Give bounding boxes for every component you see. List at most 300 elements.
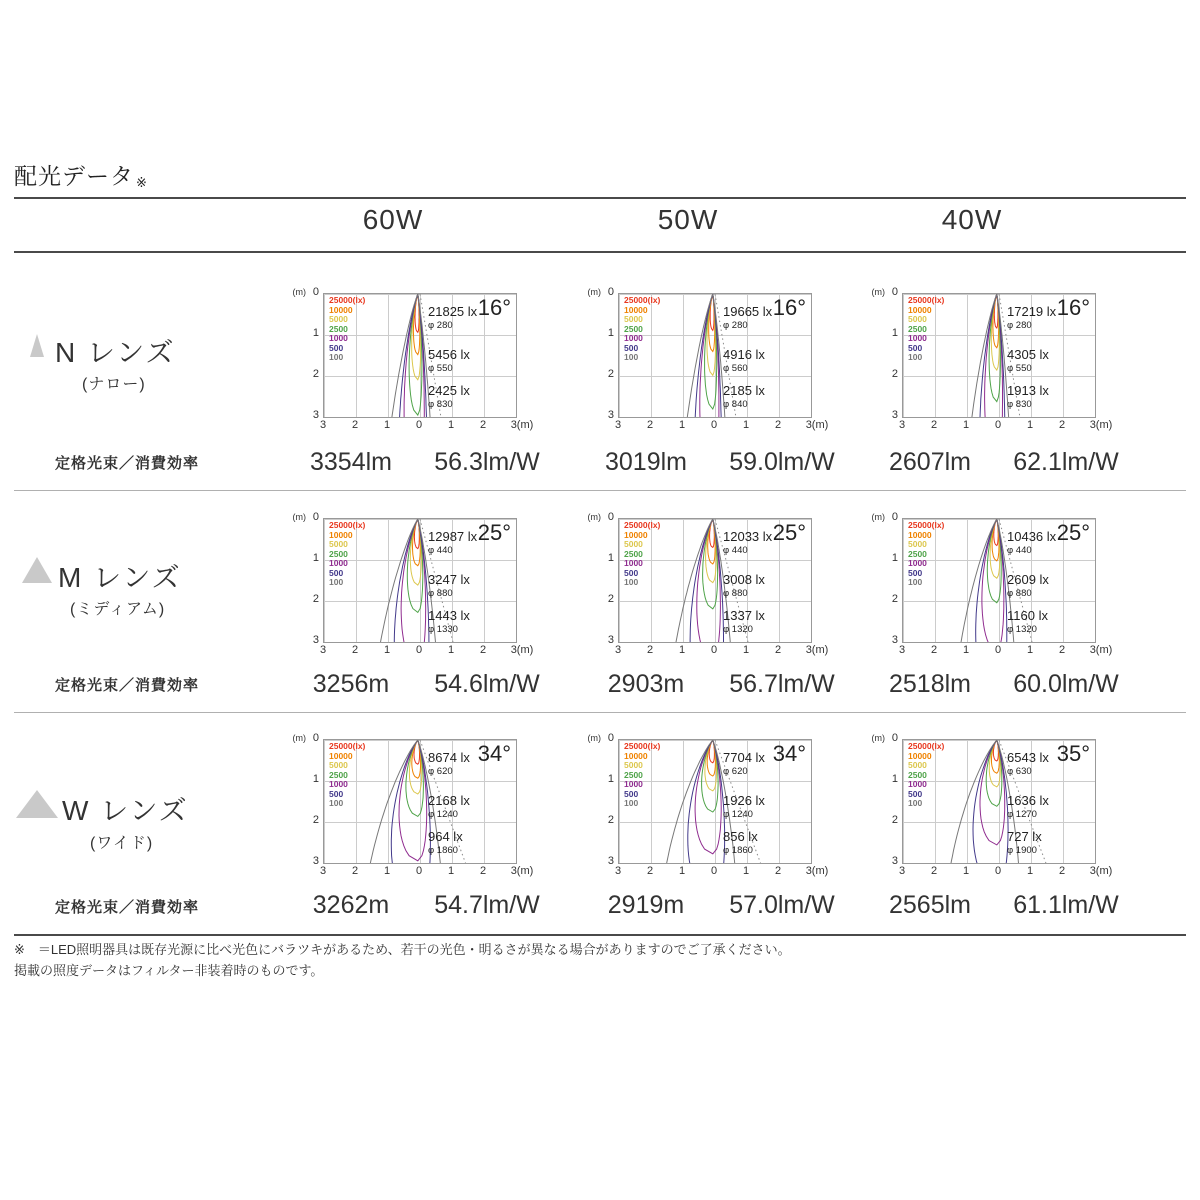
illuminance-annotation: [723, 609, 811, 636]
legend-entry: 500: [908, 342, 923, 353]
lux-value: 21825 lx: [428, 304, 478, 319]
x-tick-label: 3(m): [510, 419, 534, 431]
x-axis: [898, 419, 1132, 434]
legend-entry: 5000: [624, 760, 643, 770]
legend-entry: 1000: [624, 333, 643, 343]
x-axis: [898, 865, 1132, 880]
legend-entry: 10000: [908, 304, 932, 315]
diameter-value: φ 830: [428, 399, 453, 410]
legend-entry: 10000: [908, 750, 932, 761]
x-tick-label: 1: [383, 865, 391, 877]
lux-value: 12987 lx: [428, 529, 478, 544]
flux-values-w-60w: [283, 891, 555, 920]
legend-entry: 25000(lx): [624, 520, 661, 530]
legend-entry: 100: [329, 577, 344, 587]
flux-values-m-50w: [578, 670, 850, 699]
diameter-value: φ 880: [723, 588, 748, 599]
x-tick-label: 3(m): [1089, 865, 1113, 877]
diameter-value: φ 630: [1007, 766, 1032, 777]
legend-entry: 500: [908, 567, 923, 578]
legend-entry: 25000(lx): [624, 295, 661, 305]
x-tick-label: 3: [614, 644, 622, 656]
legend-entry: 5000: [908, 539, 927, 549]
illuminance-annotation: [723, 751, 811, 778]
distribution-chart-w-60w: [292, 732, 534, 877]
legend-entry: 10000: [329, 750, 353, 761]
legend-entry: 2500: [908, 323, 927, 334]
illuminance-annotation: [1007, 530, 1095, 557]
legend-entry: 2500: [624, 769, 643, 780]
legend-entry: 500: [908, 788, 923, 799]
y-tick-label: 2: [607, 368, 614, 380]
title-note-mark: ※: [136, 175, 148, 190]
efficiency: 56.7lm/W: [729, 670, 835, 698]
x-tick-label: 2: [774, 865, 782, 877]
illuminance-annotation: [723, 530, 811, 557]
legend-entry: 2500: [624, 548, 643, 559]
x-tick-label: 1: [678, 865, 686, 877]
legend-entry: 2500: [908, 769, 927, 780]
legend-entry: 1000: [908, 558, 927, 568]
legend-entry: 5000: [908, 760, 927, 770]
legend-entry: 1000: [329, 779, 348, 789]
diameter-value: φ 440: [1007, 545, 1032, 556]
y-tick-label: 1: [891, 327, 898, 339]
legend-entry: 2500: [329, 323, 348, 334]
x-tick-label: 2: [646, 644, 654, 656]
x-tick-label: 2: [930, 419, 938, 431]
legend-entry: 2500: [908, 548, 927, 559]
y-axis: [291, 511, 321, 646]
x-tick-label: 1: [742, 419, 750, 431]
illuminance-annotation: [1007, 830, 1095, 857]
diameter-value: φ 1320: [723, 624, 753, 635]
flux-label-n: 定格光束／消費効率: [55, 455, 200, 472]
legend-entry: 25000(lx): [329, 520, 366, 530]
legend-entry: 1000: [329, 558, 348, 568]
legend-entry: 100: [908, 798, 923, 808]
lux-value: 17219 lx: [1007, 304, 1057, 319]
lens-row-subname-m: (ミディアム): [70, 601, 166, 618]
x-tick-label: 2: [774, 644, 782, 656]
x-tick-label: 0: [415, 644, 423, 656]
rated-flux: 2903m: [607, 670, 685, 698]
y-axis: [291, 732, 321, 867]
lux-value: 1913 lx: [1007, 383, 1049, 398]
y-axis: [586, 732, 616, 867]
x-tick-label: 2: [351, 419, 359, 431]
y-axis-unit: (m): [871, 733, 885, 743]
flux-label-m: 定格光束／消費効率: [55, 677, 200, 694]
x-axis: [614, 644, 848, 659]
y-tick-label: 2: [891, 368, 898, 380]
legend-entry: 100: [908, 577, 923, 587]
y-tick-label: 2: [607, 593, 614, 605]
x-tick-label: 3: [898, 865, 906, 877]
lux-value: 7704 lx: [723, 750, 765, 765]
plot-area: [902, 739, 1096, 864]
diameter-value: φ 620: [723, 766, 748, 777]
x-tick-label: 0: [415, 419, 423, 431]
illuminance-annotation: [428, 530, 516, 557]
lux-value: 2609 lx: [1007, 572, 1049, 587]
column-header-60w: 60W: [362, 204, 424, 235]
diameter-value: φ 620: [428, 766, 453, 777]
legend-entry: 5000: [329, 539, 348, 549]
y-tick-label: 3: [312, 634, 319, 646]
rated-flux: 3019lm: [605, 448, 687, 476]
chart-legend: [624, 296, 660, 363]
diameter-value: φ 880: [428, 588, 453, 599]
lux-value: 4916 lx: [723, 347, 765, 362]
x-tick-label: 1: [962, 644, 970, 656]
x-tick-label: 1: [383, 644, 391, 656]
diameter-value: φ 550: [428, 363, 453, 374]
flux-values-w-40w: [862, 891, 1134, 920]
diameter-value: φ 1240: [723, 809, 753, 820]
x-tick-label: 1: [1026, 419, 1034, 431]
legend-entry: 25000(lx): [329, 741, 366, 751]
row-divider: [14, 490, 1186, 491]
chart-legend: [908, 742, 944, 809]
beam-angle: 25°: [477, 520, 511, 545]
plot-area: [902, 518, 1096, 643]
x-tick-label: 1: [447, 865, 455, 877]
legend-entry: 500: [329, 342, 344, 353]
illuminance-annotation: [1007, 794, 1095, 821]
y-tick-label: 3: [891, 855, 898, 867]
illuminance-annotation: [1007, 751, 1095, 778]
beam-angle: 16°: [772, 295, 806, 320]
plot-area: [323, 518, 517, 643]
y-tick-label: 1: [607, 327, 614, 339]
y-axis-unit: (m): [871, 287, 885, 297]
wide-beam-triangle-icon: [16, 790, 58, 818]
diameter-value: φ 1330: [428, 624, 458, 635]
y-axis: [870, 286, 900, 421]
x-tick-label: 3(m): [510, 644, 534, 656]
diameter-value: φ 830: [1007, 399, 1032, 410]
plot-area: [618, 518, 812, 643]
legend-entry: 2500: [624, 323, 643, 334]
x-tick-label: 2: [351, 865, 359, 877]
diameter-value: φ 280: [428, 320, 453, 331]
y-tick-label: 1: [607, 552, 614, 564]
distribution-chart-n-50w: [587, 286, 829, 431]
y-tick-label: 3: [607, 855, 614, 867]
chart-legend: [908, 521, 944, 588]
lens-row-name-n: N レンズ: [55, 337, 176, 368]
y-tick-label: 3: [891, 409, 898, 421]
x-tick-label: 0: [710, 865, 718, 877]
lux-value: 8674 lx: [428, 750, 470, 765]
rated-flux: 2919m: [607, 891, 685, 919]
plot-area: [618, 293, 812, 418]
lux-value: 1636 lx: [1007, 793, 1049, 808]
x-tick-label: 2: [930, 865, 938, 877]
diameter-value: φ 280: [723, 320, 748, 331]
rated-flux: 2565lm: [889, 891, 971, 919]
lux-value: 1926 lx: [723, 793, 765, 808]
illuminance-annotation: [1007, 573, 1095, 600]
y-axis-unit: (m): [587, 512, 601, 522]
y-tick-label: 3: [607, 409, 614, 421]
illuminance-annotation: [428, 609, 516, 636]
x-tick-label: 1: [678, 644, 686, 656]
x-tick-label: 3: [614, 865, 622, 877]
y-tick-label: 0: [312, 732, 319, 744]
page-title-text: 配光データ: [14, 163, 134, 189]
lux-value: 19665 lx: [723, 304, 773, 319]
page-title: [14, 158, 146, 191]
beam-angle: 25°: [772, 520, 806, 545]
x-tick-label: 1: [962, 865, 970, 877]
x-tick-label: 1: [383, 419, 391, 431]
x-tick-label: 1: [742, 865, 750, 877]
x-tick-label: 2: [774, 419, 782, 431]
divider: [14, 251, 1186, 253]
x-tick-label: 0: [710, 419, 718, 431]
y-tick-label: 1: [891, 773, 898, 785]
lux-value: 1160 lx: [1007, 608, 1048, 623]
x-tick-label: 2: [1058, 865, 1066, 877]
illuminance-annotation: [428, 794, 516, 821]
x-tick-label: 2: [930, 644, 938, 656]
medium-beam-triangle-icon: [22, 557, 52, 583]
flux-label-w: 定格光束／消費効率: [55, 899, 200, 916]
legend-entry: 10000: [329, 529, 353, 540]
footnote-line-1: ※ ＝LED照明器具は既存光源に比べ光色にバラツキがあるため、若干の光色・明るさが異なる場合がありますのでご了承ください。: [14, 942, 791, 957]
legend-entry: 25000(lx): [624, 741, 661, 751]
x-tick-label: 3: [319, 644, 327, 656]
x-axis: [614, 419, 848, 434]
legend-entry: 100: [624, 798, 639, 808]
illuminance-annotation: [428, 573, 516, 600]
distribution-chart-w-50w: [587, 732, 829, 877]
beam-angle: 34°: [772, 741, 806, 766]
plot-area: [323, 293, 517, 418]
illuminance-annotation: [1007, 348, 1095, 375]
legend-entry: 500: [329, 567, 344, 578]
lux-value: 727 lx: [1007, 829, 1042, 844]
divider: [14, 197, 1186, 199]
x-tick-label: 0: [994, 644, 1002, 656]
distribution-chart-n-40w: [871, 286, 1113, 431]
legend-entry: 1000: [329, 333, 348, 343]
rated-flux: 3354lm: [310, 448, 392, 476]
efficiency: 54.6lm/W: [434, 670, 540, 698]
lux-value: 2425 lx: [428, 383, 470, 398]
legend-entry: 5000: [624, 314, 643, 324]
y-axis-unit: (m): [587, 287, 601, 297]
legend-entry: 500: [329, 788, 344, 799]
chart-legend: [329, 742, 365, 809]
x-tick-label: 0: [710, 644, 718, 656]
lux-value: 10436 lx: [1007, 529, 1057, 544]
legend-entry: 100: [329, 352, 344, 362]
x-tick-label: 2: [646, 419, 654, 431]
row-divider: [14, 712, 1186, 713]
flux-values-n-50w: [578, 448, 850, 477]
legend-entry: 1000: [908, 333, 927, 343]
y-tick-label: 3: [607, 634, 614, 646]
x-tick-label: 2: [479, 865, 487, 877]
illuminance-annotation: [428, 751, 516, 778]
beam-angle: 16°: [1056, 295, 1090, 320]
flux-values-m-60w: [283, 670, 555, 699]
x-tick-label: 3(m): [510, 865, 534, 877]
x-axis: [319, 644, 553, 659]
y-tick-label: 1: [891, 552, 898, 564]
divider: [14, 934, 1186, 936]
legend-entry: 100: [624, 352, 639, 362]
rated-flux: 3262m: [312, 891, 390, 919]
legend-entry: 10000: [329, 304, 353, 315]
illuminance-annotation: [723, 794, 811, 821]
legend-entry: 25000(lx): [908, 520, 945, 530]
y-tick-label: 0: [312, 286, 319, 298]
lens-row-subname-n: (ナロー): [82, 376, 146, 393]
chart-legend: [329, 521, 365, 588]
lux-value: 856 lx: [723, 829, 758, 844]
legend-entry: 2500: [329, 769, 348, 780]
y-tick-label: 2: [891, 593, 898, 605]
x-tick-label: 2: [1058, 644, 1066, 656]
lux-value: 1337 lx: [723, 608, 765, 623]
efficiency: 61.1lm/W: [1013, 891, 1119, 919]
y-tick-label: 2: [312, 368, 319, 380]
efficiency: 62.1lm/W: [1013, 448, 1119, 476]
y-tick-label: 3: [891, 634, 898, 646]
illuminance-annotation: [428, 384, 516, 411]
legend-entry: 500: [624, 342, 639, 353]
x-tick-label: 2: [479, 419, 487, 431]
distribution-chart-m-60w: [292, 511, 534, 656]
y-tick-label: 1: [312, 552, 319, 564]
illuminance-annotation: [723, 573, 811, 600]
y-tick-label: 2: [607, 814, 614, 826]
x-tick-label: 1: [962, 419, 970, 431]
x-tick-label: 3: [319, 419, 327, 431]
footnote-line-2: 掲載の照度データはフィルター非装着時のものです。: [14, 963, 324, 978]
plot-area: [618, 739, 812, 864]
legend-entry: 1000: [624, 558, 643, 568]
y-axis: [291, 286, 321, 421]
flux-values-m-40w: [862, 670, 1134, 699]
efficiency: 54.7lm/W: [434, 891, 540, 919]
diameter-value: φ 1860: [428, 845, 458, 856]
x-tick-label: 1: [447, 644, 455, 656]
y-tick-label: 0: [312, 511, 319, 523]
x-tick-label: 1: [678, 419, 686, 431]
legend-entry: 10000: [624, 304, 648, 315]
beam-angle: 34°: [477, 741, 511, 766]
lux-value: 3247 lx: [428, 572, 470, 587]
legend-entry: 10000: [624, 529, 648, 540]
legend-entry: 100: [329, 798, 344, 808]
y-axis: [586, 286, 616, 421]
illuminance-annotation: [428, 348, 516, 375]
legend-entry: 25000(lx): [908, 741, 945, 751]
rated-flux: 2607lm: [889, 448, 971, 476]
diameter-value: φ 1900: [1007, 845, 1037, 856]
diameter-value: φ 880: [1007, 588, 1032, 599]
lux-value: 12033 lx: [723, 529, 773, 544]
lens-row-subname-w: (ワイド): [90, 835, 154, 852]
legend-entry: 10000: [624, 750, 648, 761]
distribution-chart-m-50w: [587, 511, 829, 656]
y-tick-label: 0: [607, 511, 614, 523]
rated-flux: 3256m: [312, 670, 390, 698]
x-tick-label: 2: [1058, 419, 1066, 431]
efficiency: 56.3lm/W: [434, 448, 540, 476]
distribution-chart-n-60w: [292, 286, 534, 431]
x-tick-label: 2: [479, 644, 487, 656]
column-header-50w: 50W: [657, 204, 719, 235]
column-header-40w: 40W: [941, 204, 1003, 235]
chart-legend: [329, 296, 365, 363]
rated-flux: 2518lm: [889, 670, 971, 698]
x-tick-label: 2: [351, 644, 359, 656]
x-tick-label: 0: [994, 419, 1002, 431]
lux-value: 5456 lx: [428, 347, 470, 362]
y-axis: [870, 732, 900, 867]
illuminance-annotation: [723, 348, 811, 375]
beam-angle: 25°: [1056, 520, 1090, 545]
efficiency: 59.0lm/W: [729, 448, 835, 476]
x-tick-label: 3(m): [805, 644, 829, 656]
lux-value: 964 lx: [428, 829, 463, 844]
efficiency: 57.0lm/W: [729, 891, 835, 919]
legend-entry: 25000(lx): [329, 295, 366, 305]
y-axis-unit: (m): [292, 733, 306, 743]
y-tick-label: 1: [312, 773, 319, 785]
diameter-value: φ 440: [723, 545, 748, 556]
lux-value: 2185 lx: [723, 383, 765, 398]
y-tick-label: 3: [312, 855, 319, 867]
x-tick-label: 2: [646, 865, 654, 877]
y-tick-label: 3: [312, 409, 319, 421]
chart-legend: [624, 521, 660, 588]
legend-entry: 100: [908, 352, 923, 362]
y-axis: [586, 511, 616, 646]
x-axis: [319, 865, 553, 880]
x-tick-label: 3(m): [1089, 644, 1113, 656]
y-axis-unit: (m): [871, 512, 885, 522]
x-tick-label: 1: [1026, 644, 1034, 656]
x-tick-label: 3(m): [805, 419, 829, 431]
x-tick-label: 0: [994, 865, 1002, 877]
lux-value: 6543 lx: [1007, 750, 1049, 765]
x-axis: [898, 644, 1132, 659]
diameter-value: φ 1270: [1007, 809, 1037, 820]
y-tick-label: 0: [607, 732, 614, 744]
diameter-value: φ 280: [1007, 320, 1032, 331]
illuminance-annotation: [1007, 305, 1095, 332]
plot-area: [323, 739, 517, 864]
lux-value: 3008 lx: [723, 572, 765, 587]
x-tick-label: 1: [447, 419, 455, 431]
diameter-value: φ 550: [1007, 363, 1032, 374]
illuminance-annotation: [723, 830, 811, 857]
y-axis-unit: (m): [292, 287, 306, 297]
y-axis-unit: (m): [292, 512, 306, 522]
legend-entry: 5000: [329, 760, 348, 770]
lens-row-name-m: M レンズ: [58, 562, 182, 593]
x-axis: [614, 865, 848, 880]
diameter-value: φ 440: [428, 545, 453, 556]
illuminance-annotation: [1007, 609, 1095, 636]
